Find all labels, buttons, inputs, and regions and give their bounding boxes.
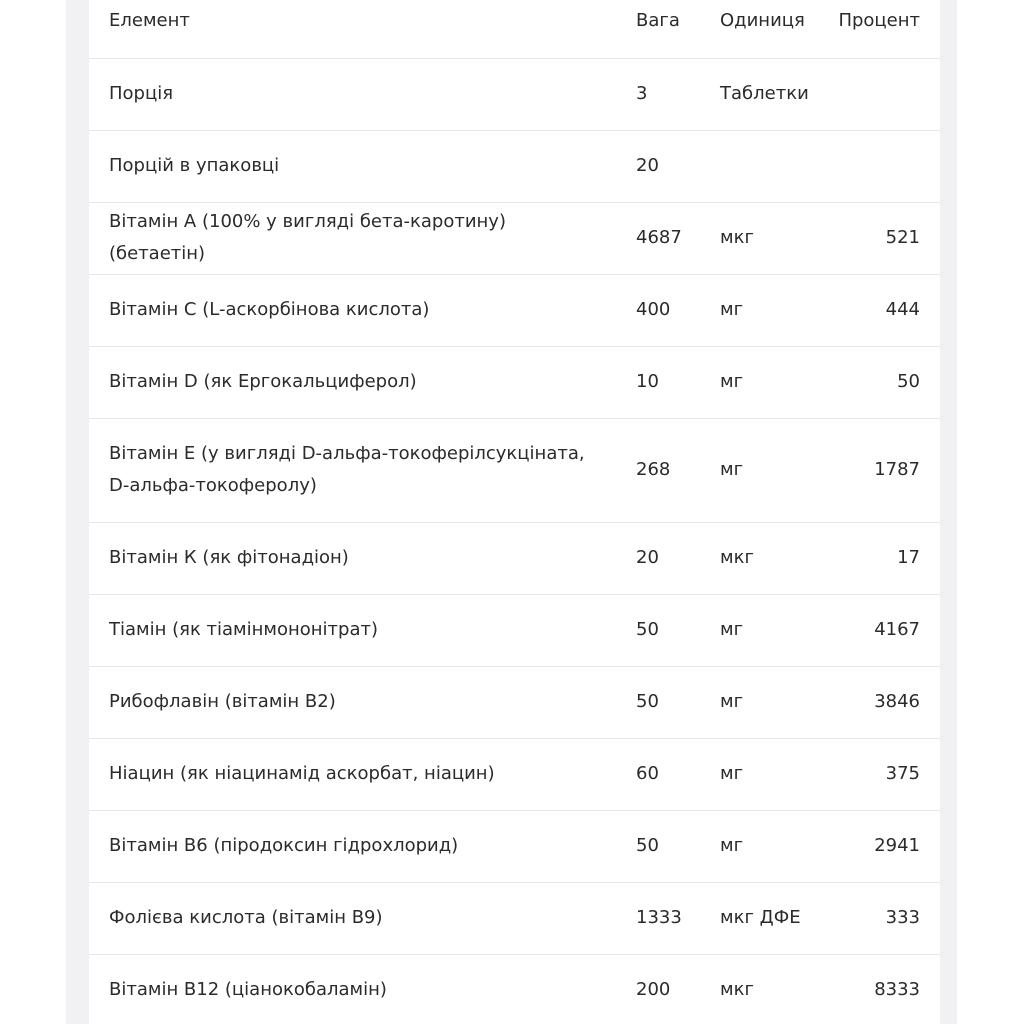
cell-unit: мг — [720, 459, 744, 480]
cell-weight: 4687 — [636, 227, 682, 248]
cell-unit: мг — [720, 619, 744, 640]
table-row — [89, 58, 940, 130]
cell-unit: Таблетки — [720, 83, 809, 104]
cell-unit: мг — [720, 691, 744, 712]
cell-unit: мкг — [720, 979, 754, 1001]
cell-name: Вітамін C (L-аскорбінова кислота) — [109, 299, 430, 320]
cell-weight: 10 — [636, 371, 659, 392]
cell-weight: 400 — [636, 299, 671, 320]
cell-unit: мг — [720, 299, 744, 320]
cell-unit: мкг — [720, 227, 754, 248]
cell-weight: 1333 — [636, 907, 682, 928]
cell-percent: 444 — [885, 299, 920, 320]
cell-unit: мкг ДФЕ — [720, 907, 801, 928]
cell-name: Ніацин (як ніацинамід аскорбат, ніацин) — [109, 763, 495, 784]
cell-name: Рибофлавін (вітамін В2) — [109, 691, 336, 712]
cell-percent: 4167 — [874, 619, 920, 640]
cell-weight: 200 — [636, 979, 671, 1001]
cell-percent: 50 — [897, 371, 920, 392]
header-element: Елемент — [109, 10, 190, 32]
cell-weight: 50 — [636, 691, 659, 712]
header-weight: Вага — [636, 10, 680, 32]
cell-name: Фолієва кислота (вітамін В9) — [109, 907, 383, 928]
cell-percent: 2941 — [874, 835, 920, 856]
table-header — [89, 0, 940, 58]
cell-name: Порцій в упаковці — [109, 155, 280, 176]
cell-weight: 50 — [636, 835, 659, 856]
cell-unit: мкг — [720, 547, 754, 568]
table-row — [89, 202, 940, 274]
cell-unit — [700, 130, 820, 202]
cell-percent: 3846 — [874, 691, 920, 712]
cell-weight: 20 — [636, 547, 659, 568]
cell-unit: мг — [720, 763, 744, 784]
cell-percent: 1787 — [874, 459, 920, 480]
table-row — [89, 346, 940, 418]
table-row — [89, 882, 940, 954]
cell-unit: мг — [720, 835, 744, 856]
cell-percent: 521 — [885, 227, 920, 248]
cell-percent: 375 — [885, 763, 920, 784]
table-row — [89, 418, 940, 522]
cell-name: Вітамін В6 (піродоксин гідрохлорид) — [109, 835, 459, 856]
cell-name: Вітамін В12 (ціанокобаламін) — [109, 979, 387, 1001]
nutrition-table — [89, 0, 940, 1024]
cell-name: Порція — [109, 83, 174, 104]
cell-percent: 17 — [897, 547, 920, 568]
table-row — [89, 666, 940, 738]
cell-name: Вітамін D (як Ергокальциферол) — [109, 371, 417, 392]
table-row — [89, 810, 940, 882]
cell-name: Вітамін Е (у вигляді D-альфа-токоферілсукціната, D-альфа-токоферолу) — [109, 443, 585, 496]
header-unit: Одиниця — [720, 10, 805, 32]
cell-percent: 333 — [885, 907, 920, 928]
header-percent: Процент — [838, 10, 920, 32]
table-row — [89, 594, 940, 666]
table-row — [89, 738, 940, 810]
table-body — [89, 58, 940, 1024]
table-row — [89, 522, 940, 594]
cell-weight: 60 — [636, 763, 659, 784]
table-row — [89, 130, 940, 202]
cell-weight: 268 — [636, 459, 671, 480]
cell-unit: мг — [720, 371, 744, 392]
cell-percent: 8333 — [874, 979, 920, 1001]
cell-name: Вітамін К (як фітонадіон) — [109, 547, 349, 568]
cell-name: Вітамін А (100% у вигляді бета-каротину) (бетаетін) — [109, 211, 506, 264]
cell-percent — [820, 58, 940, 130]
cell-weight: 50 — [636, 619, 659, 640]
cell-weight: 3 — [636, 83, 648, 104]
cell-name: Тіамін (як тіамінмононітрат) — [109, 619, 378, 640]
cell-weight: 20 — [636, 155, 659, 176]
table-row — [89, 274, 940, 346]
table-row — [89, 954, 940, 1024]
header-row — [89, 0, 940, 58]
cell-percent — [820, 130, 940, 202]
